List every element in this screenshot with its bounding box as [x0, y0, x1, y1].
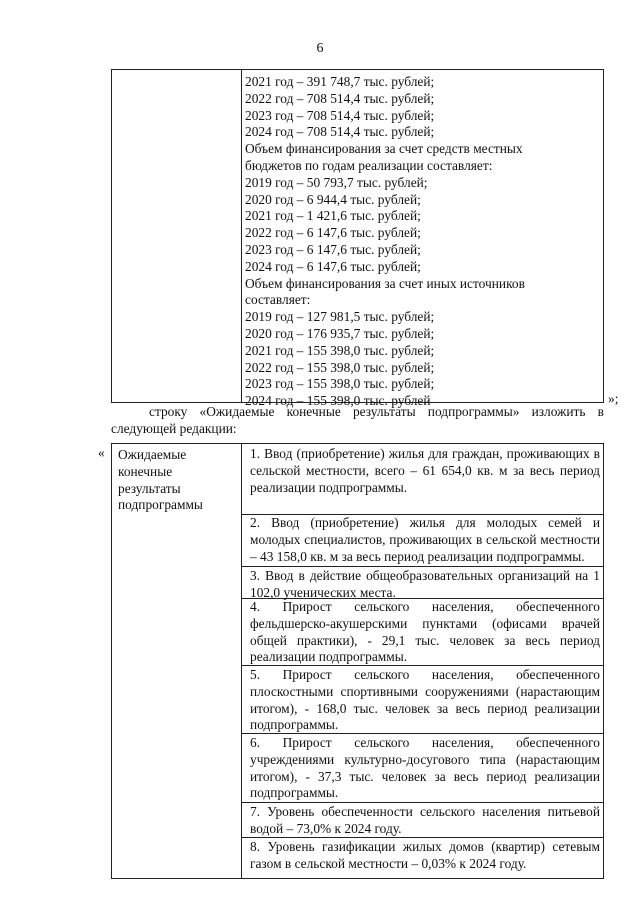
intro-line-2: следующей редакции: — [111, 420, 237, 436]
result-item — [250, 735, 600, 802]
funding-line: 2022 год – 155 398,0 тыс. рублей; — [245, 359, 435, 375]
result-item-text: 1. Ввод (приобретение) жилья для граждан, проживающих в сельской местности, всего – 61 654,0 кв. м за весь период реализации подпрограммы. — [250, 446, 600, 495]
row-divider — [241, 802, 603, 803]
intro-word: подпрограммы» — [427, 404, 520, 419]
results-table — [111, 443, 604, 879]
funding-line: 2021 год – 391 748,7 тыс. рублей; — [245, 74, 435, 89]
funding-line: 2023 год – 155 398,0 тыс. рублей; — [245, 376, 435, 392]
result-item-text: 6. Прирост сельского населения, обеспеченного учреждениями культурно-досугового типа (нарастающим итогом), - 37,3 тыс. человек за весь период реализации подпрограммы. — [250, 735, 600, 801]
result-item-text: 8. Уровень газификации жилых домов (квартир) сетевым газом в сельской местности – 0,03% к 2024 году. — [250, 839, 600, 871]
intro-word: изложить — [531, 404, 586, 419]
result-item — [250, 599, 600, 666]
intro-word: конечные — [286, 404, 341, 419]
funding-line: бюджетов по годам реализации составляет: — [245, 157, 493, 173]
row-divider — [241, 514, 603, 515]
row-divider — [241, 733, 603, 734]
result-item — [250, 568, 600, 602]
column-divider — [241, 70, 242, 402]
row-divider — [241, 665, 603, 666]
funding-line: 2020 год – 6 944,4 тыс. рублей; — [245, 191, 421, 207]
result-item-text: 4. Прирост сельского населения, обеспеченного фельдшерско-акушерскими пунктами (офисами врачей общей практики), - 29,1 тыс. человек за весь период реализации подпрограммы. — [250, 599, 600, 665]
result-item — [250, 839, 600, 873]
result-item — [250, 515, 600, 565]
row-divider — [241, 598, 603, 599]
funding-line: 2019 год – 127 981,5 тыс. рублей; — [245, 309, 435, 325]
column-divider — [241, 444, 242, 878]
page-number: 6 — [316, 41, 324, 56]
funding-table — [111, 69, 604, 409]
row-divider — [241, 566, 603, 567]
row-divider — [241, 837, 603, 838]
funding-line: 2021 год – 155 398,0 тыс. рублей; — [245, 342, 435, 358]
funding-line: 2020 год – 176 935,7 тыс. рублей; — [245, 325, 435, 341]
opening-quote: « — [98, 445, 105, 460]
result-item-text: 7. Уровень обеспеченности сельского населения питьевой водой – 73,0% к 2024 году. — [250, 804, 600, 836]
intro-word: в — [597, 404, 604, 419]
results-label: Ожидаемые конечные результаты подпрограммы — [118, 447, 203, 513]
result-item-text: 2. Ввод (приобретение) жилья для молодых семей и молодых специалистов, проживающих в сельской местности – 43 158,0 кв. м за весь период реализации подпрограммы. — [250, 515, 600, 564]
funding-line: Объем финансирования за счет иных источников — [245, 275, 525, 291]
intro-line-1 — [111, 404, 604, 421]
funding-line: 2023 год – 708 514,4 тыс. рублей; — [245, 107, 435, 123]
result-item — [250, 667, 600, 734]
funding-line: 2019 год – 50 793,7 тыс. рублей; — [245, 174, 428, 190]
funding-line: 2022 год – 6 147,6 тыс. рублей; — [245, 225, 421, 241]
funding-line: 2021 год – 1 421,6 тыс. рублей; — [245, 208, 421, 224]
closing-quote: »; — [608, 391, 619, 406]
funding-line: 2024 год – 155 398,0 тыс. рублей — [245, 393, 431, 409]
funding-line: 2023 год – 6 147,6 тыс. рублей; — [245, 241, 421, 257]
funding-cell — [245, 74, 600, 410]
intro-word: строку — [149, 404, 188, 419]
result-item — [250, 804, 600, 838]
funding-line: 2022 год – 708 514,4 тыс. рублей; — [245, 90, 435, 106]
funding-line: Объем финансирования за счет средств местных — [245, 141, 523, 157]
result-item — [250, 446, 600, 496]
funding-line: 2024 год – 708 514,4 тыс. рублей; — [245, 124, 435, 140]
intro-word: «Ожидаемые — [199, 404, 275, 419]
funding-line: 2024 год – 6 147,6 тыс. рублей; — [245, 258, 421, 274]
funding-line: составляет: — [245, 292, 311, 308]
result-item-text: 5. Прирост сельского населения, обеспеченного плоскостными спортивными сооружениями (нарастающим итогом), - 168,0 тыс. человек за весь период реализации подпрограммы. — [250, 667, 600, 733]
intro-word: результаты — [352, 404, 416, 419]
intro-paragraph — [111, 404, 604, 438]
result-item-text: 3. Ввод в действие общеобразовательных организаций на 1 102,0 ученических места. — [250, 568, 600, 600]
